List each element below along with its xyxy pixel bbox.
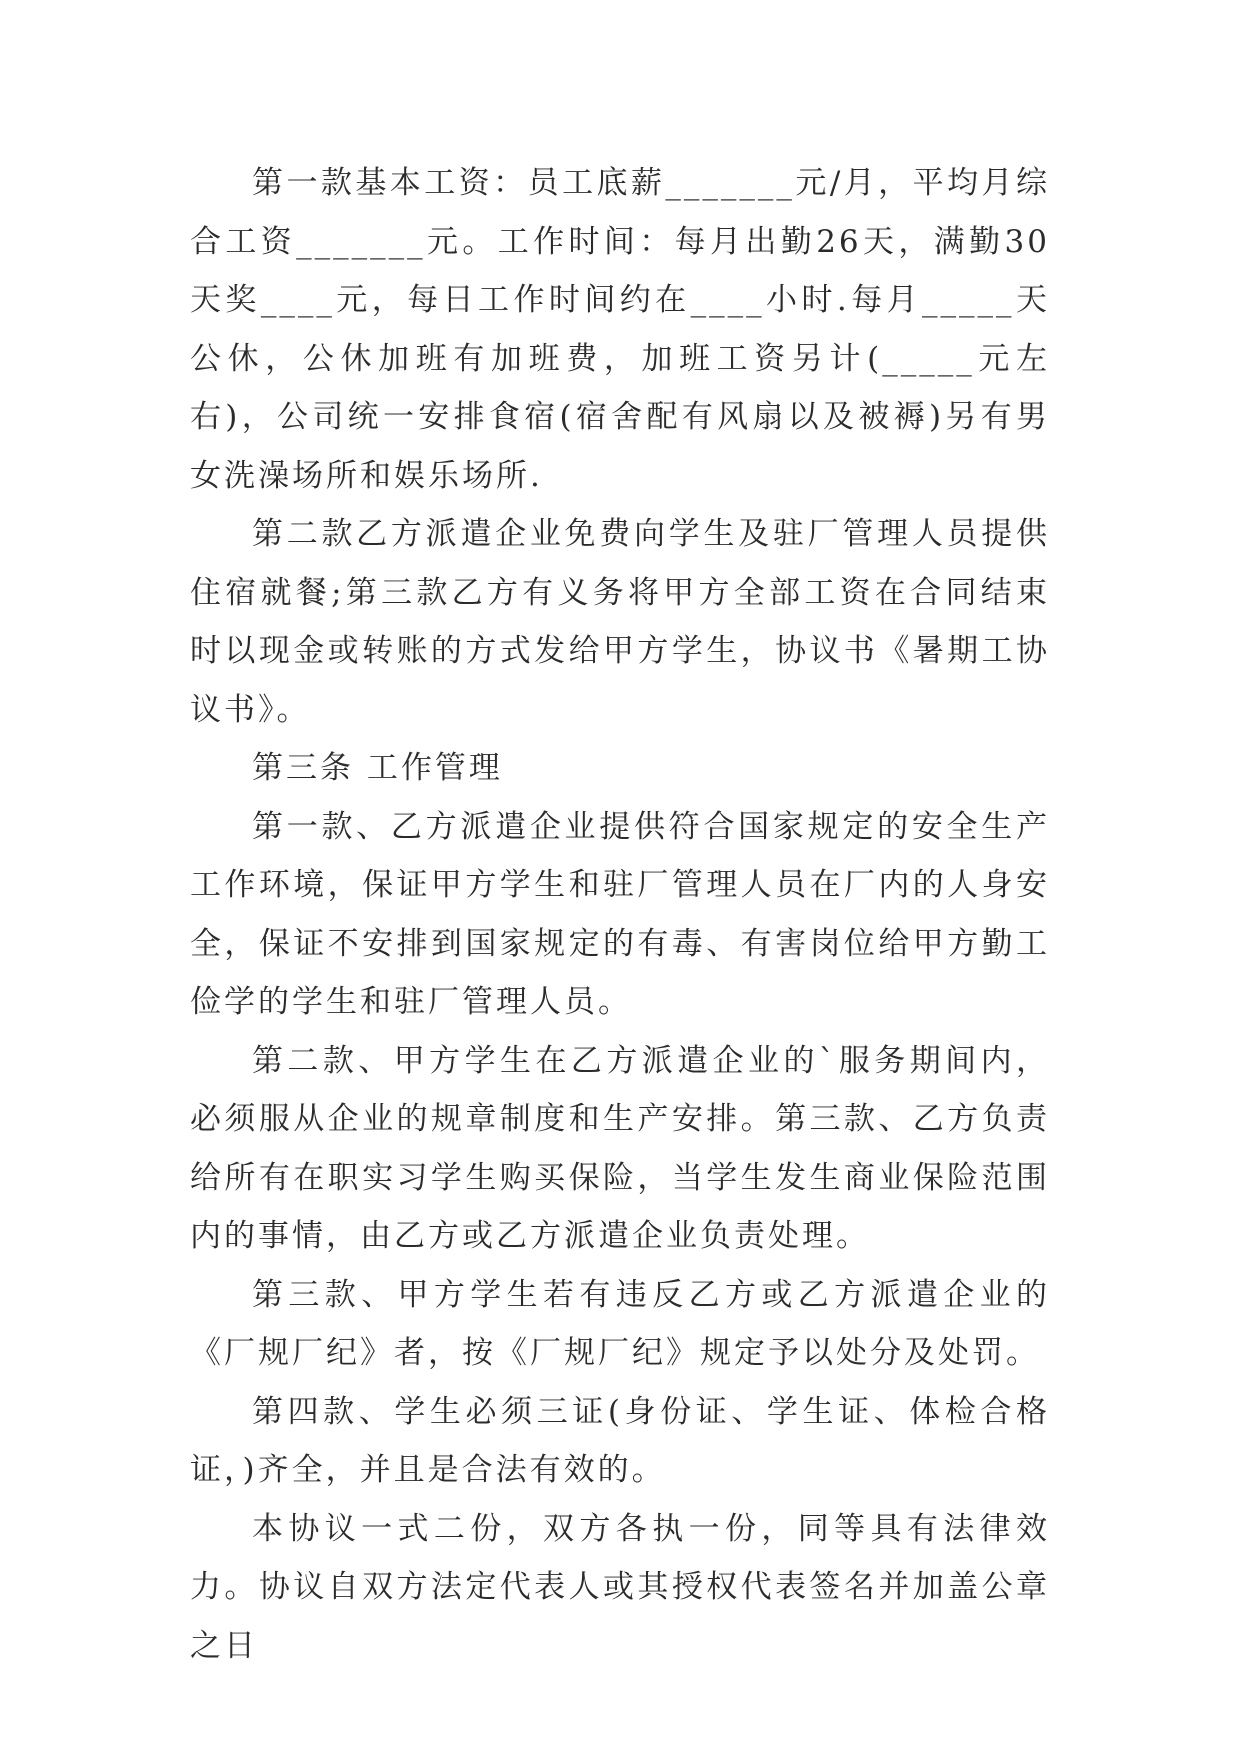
paragraph-copies-validity: 本协议一式二份，双方各执一份，同等具有法律效力。协议自双方法定代表人或其授权代表签名并加盖公章之日 xyxy=(190,1510,1050,1664)
document-body xyxy=(190,154,1050,1675)
paragraph-safety-environment: 第一款、乙方派遣企业提供符合国家规定的安全生产工作环境，保证甲方学生和驻厂管理人员在厂内的人身安全，保证不安排到国家规定的有毒、有害岗位给甲方勤工俭学的学生和驻厂管理人员。 xyxy=(190,808,1050,1020)
paragraph-accommodation-wages: 第二款乙方派遣企业免费向学生及驻厂管理人员提供住宿就餐;第三款乙方有义务将甲方全部工资在合同结束时以现金或转账的方式发给甲方学生，协议书《暑期工协议书》。 xyxy=(190,516,1050,728)
paragraph-basic-salary: 第一款基本工资：员工底薪_______元/月，平均月综合工资_______元。工作时间：每月出勤26天，满勤30天奖____元，每日工作时间约在____小时.每月_____天公休，公休加班有加班费，加班工资另计(_____元左右)，公司统一安排食宿(宿舍配有风扇以及被褥)另有男女洗澡场所和娱乐场所. xyxy=(190,165,1050,494)
paragraph-certificates: 第四款、学生必须三证(身份证、学生证、体检合格证，)齐全，并且是合法有效的。 xyxy=(190,1393,1050,1488)
paragraph-rules-insurance: 第二款、甲方学生在乙方派遣企业的`服务期间内，必须服从企业的规章制度和生产安排。第三款、乙方负责给所有在职实习学生购买保险，当学生发生商业保险范围内的事情，由乙方或乙方派遣企业负责处理。 xyxy=(190,1042,1050,1254)
section-heading-work-management: 第三条 工作管理 xyxy=(252,750,503,786)
paragraph-factory-discipline: 第三款、甲方学生若有违反乙方或乙方派遣企业的《厂规厂纪》者，按《厂规厂纪》规定予以处分及处罚。 xyxy=(190,1276,1050,1371)
